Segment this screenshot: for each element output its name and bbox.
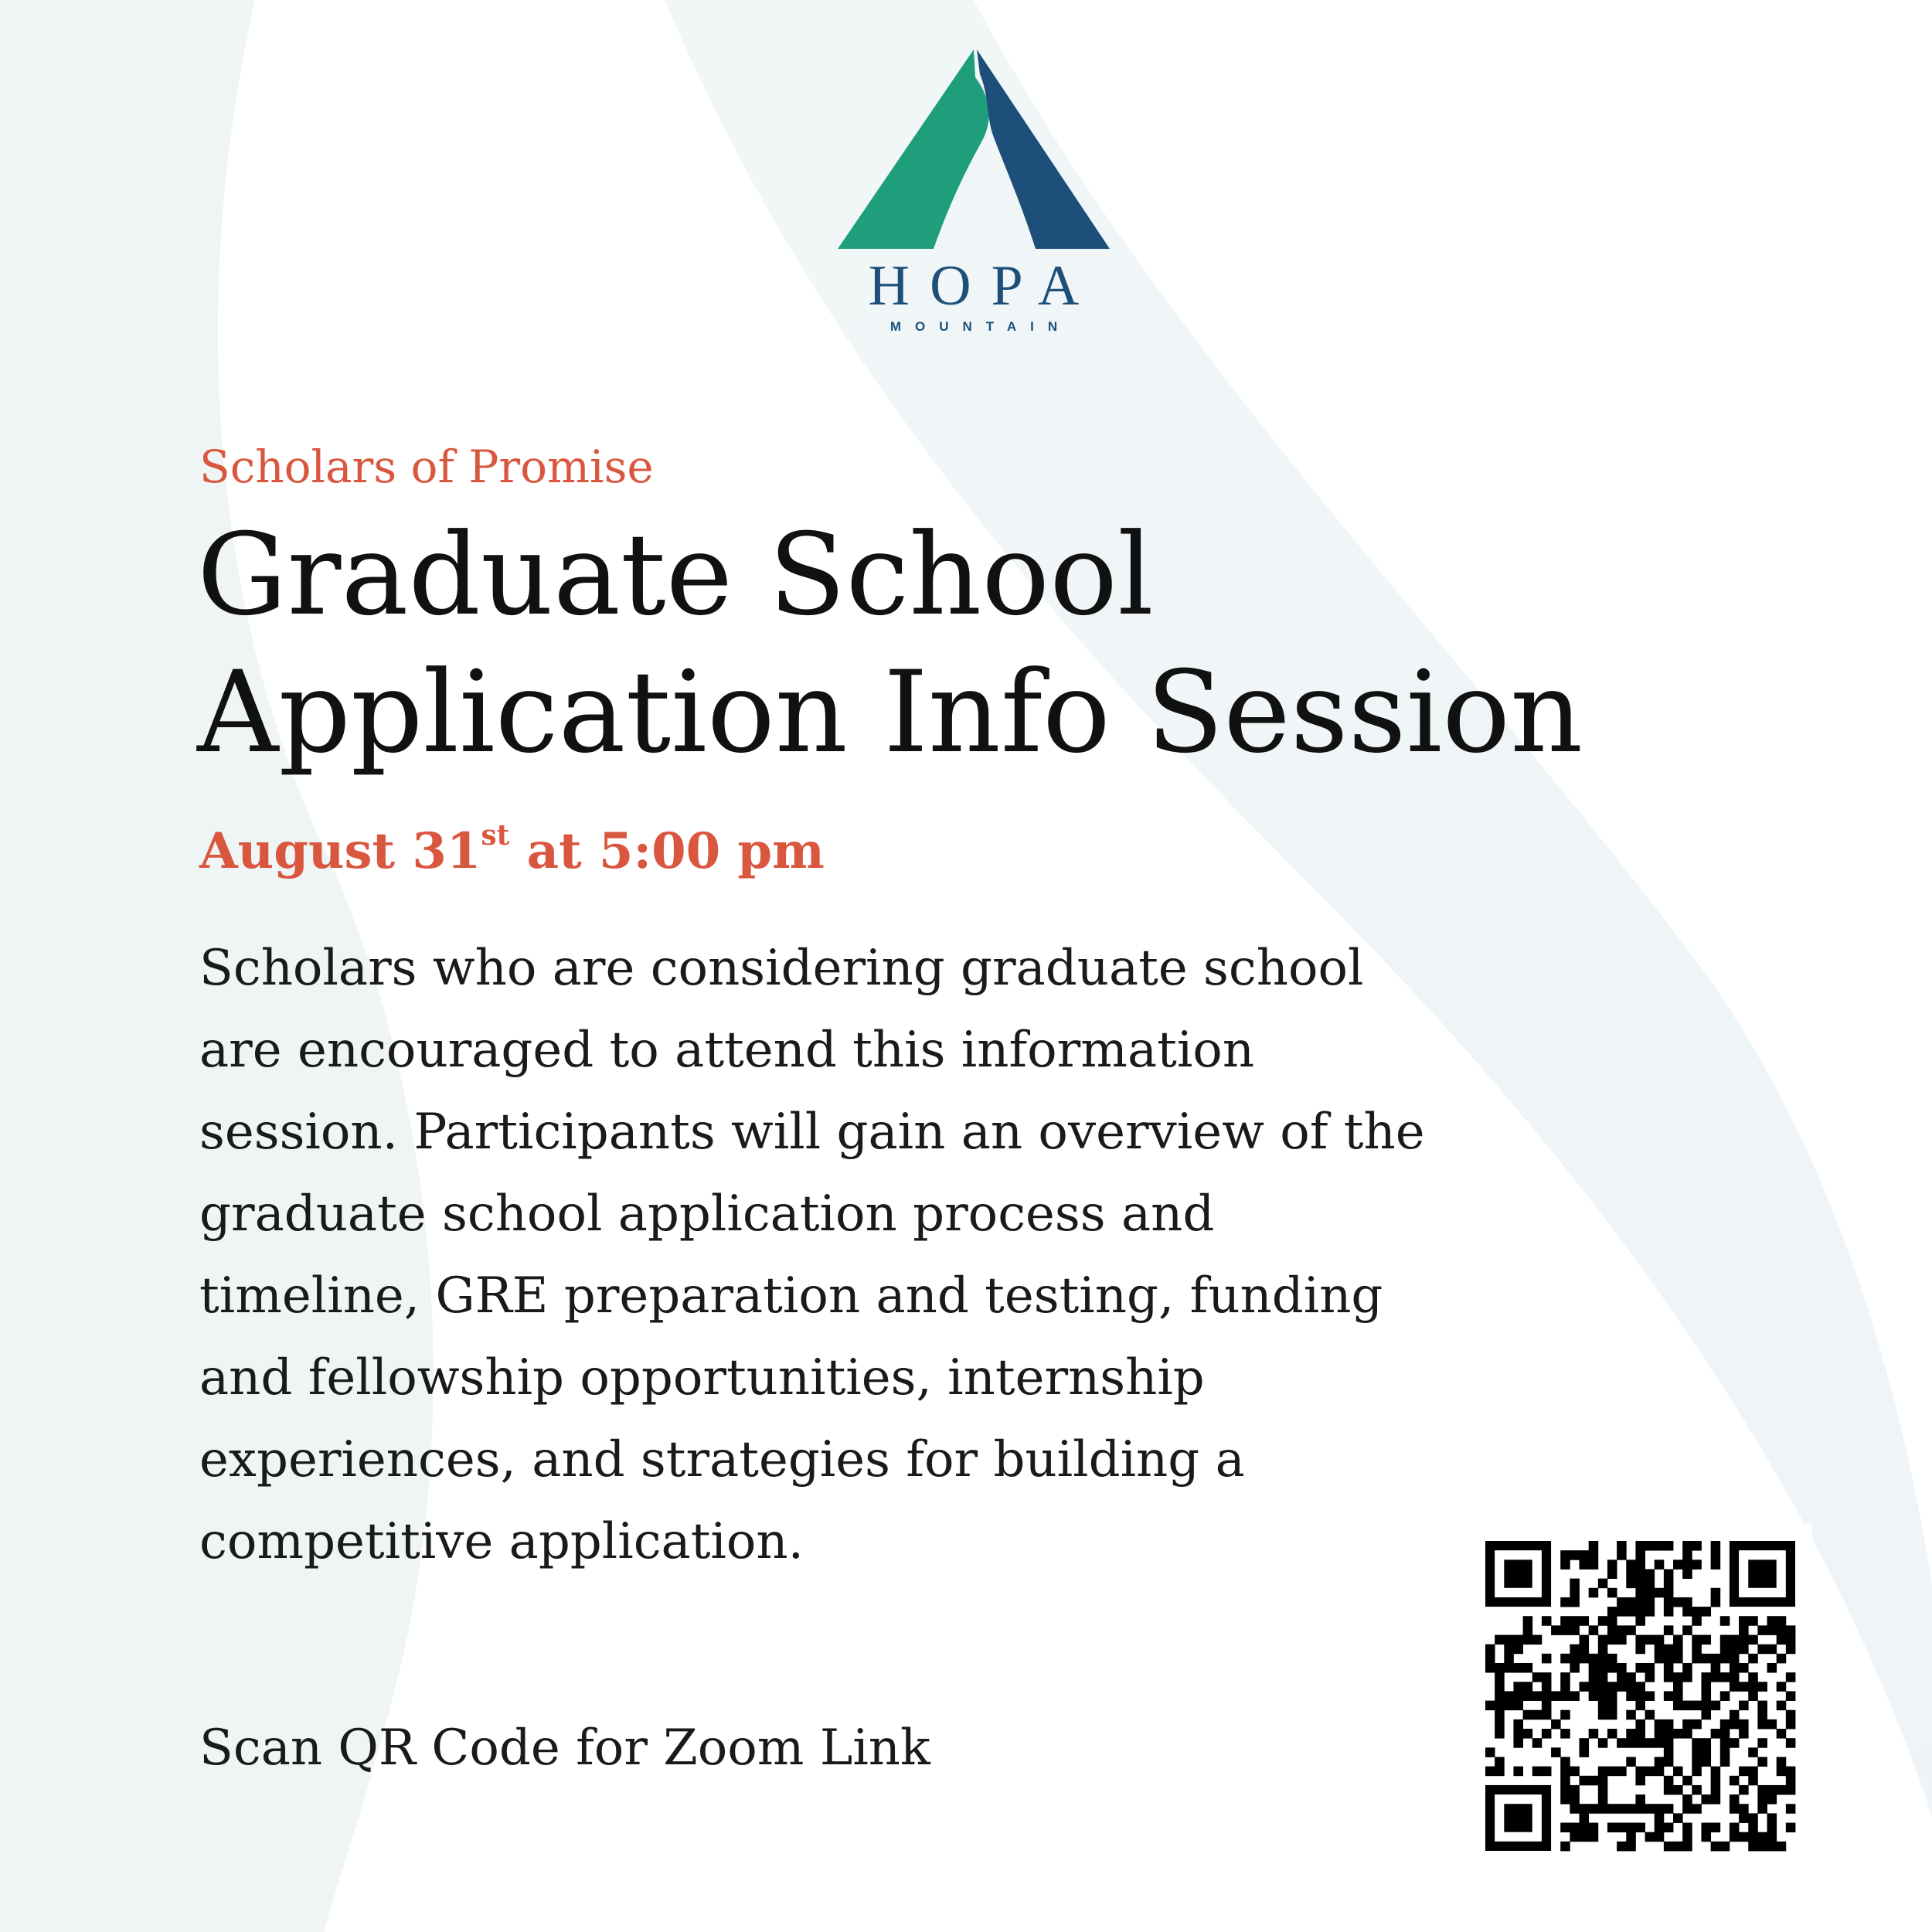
description-line: are encouraged to attend this information [199,1022,1255,1079]
description-line: Scholars who are considering graduate school [199,940,1364,997]
qr-instruction: Scan QR Code for Zoom Link [199,1719,930,1777]
description-line: and fellowship opportunities, internship [199,1349,1205,1406]
event-date [199,819,825,880]
event-title [197,506,1820,781]
event-title-line-1: Graduate School [197,509,1154,641]
program-name: Scholars of Promise [199,440,654,493]
description-line: timeline, GRE preparation and testing, funding [199,1267,1383,1325]
description-line: experiences, and strategies for building a [199,1431,1245,1488]
event-date-ordinal: st [481,819,510,852]
description-line: competitive application. [199,1513,804,1570]
mountain-icon [835,46,1113,255]
description-line: graduate school application process and [199,1185,1215,1243]
hopa-mountain-logo [835,46,1113,340]
event-date-time: at 5:00 pm [509,822,825,880]
qr-code-icon[interactable] [1468,1524,1812,1868]
event-description [199,927,1668,1583]
event-date-day: August 31 [199,822,481,880]
event-title-line-2: Application Info Session [197,647,1583,778]
description-line: session. Participants will gain an overview of the [199,1104,1425,1161]
qr-code[interactable] [1468,1524,1812,1868]
logo-tagline: MOUNTAIN [889,319,1072,334]
logo-wordmark: HOPA [868,254,1100,318]
